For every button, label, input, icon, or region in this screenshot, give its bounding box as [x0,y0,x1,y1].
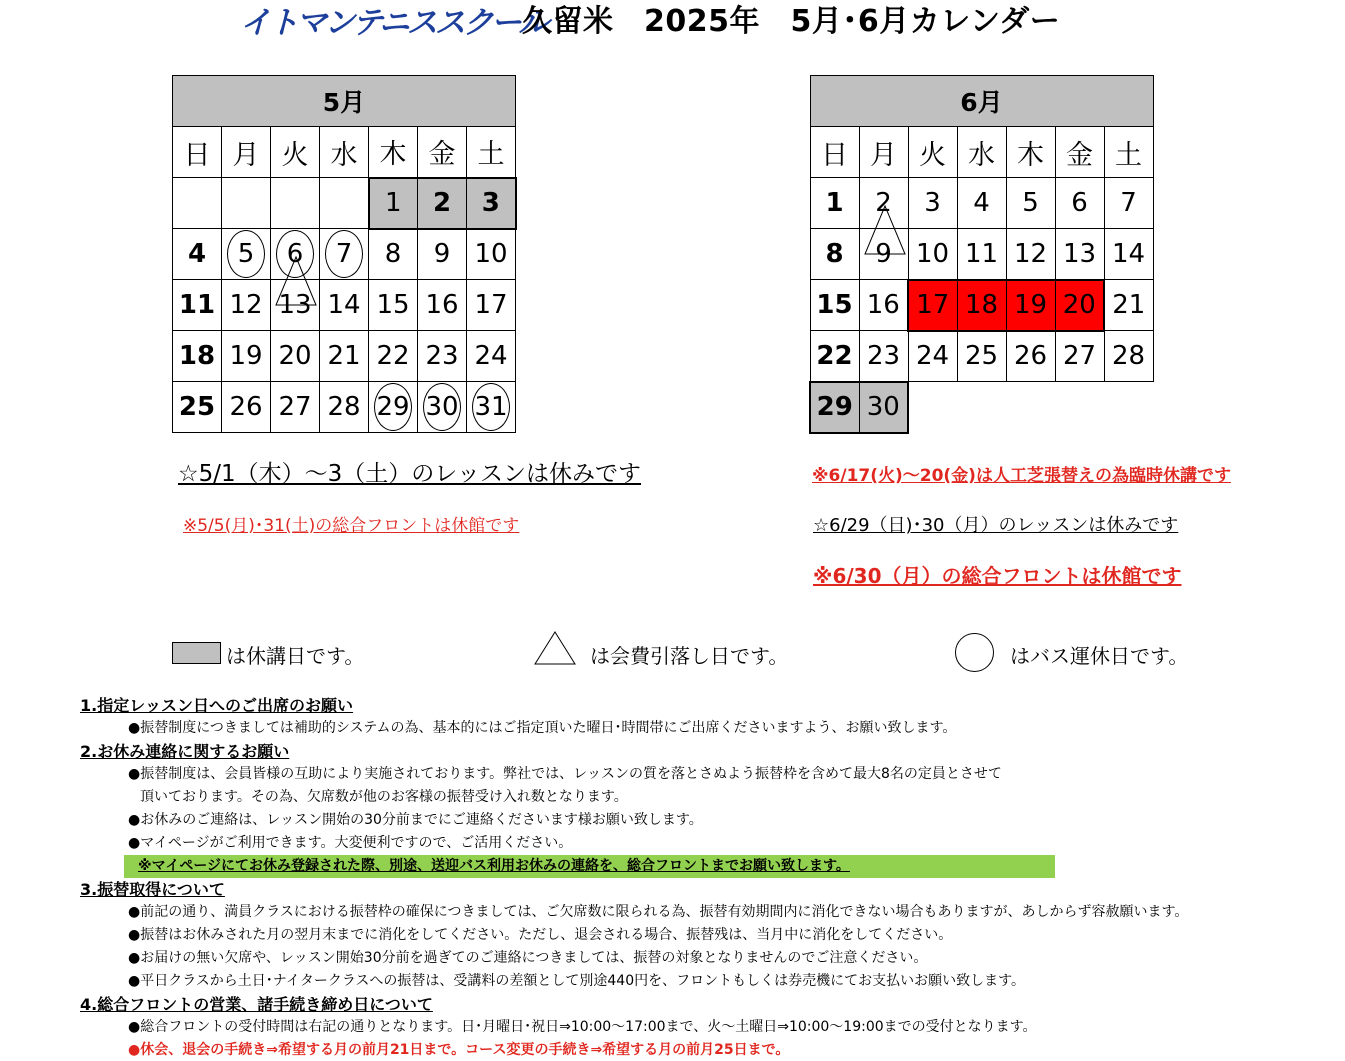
day-number: 21 [1112,290,1146,320]
empty-day-cell [222,178,271,229]
day-number: 14 [1111,239,1146,269]
empty-day-cell [1006,382,1055,433]
info-line: ●平日クラスから土日･ナイタークラスへの振替は、受講料の差額として別途440円を、フロントもしくは券売機にてお支払いお願い致します。 [128,973,1025,989]
info-line: ●振替制度は、会員皆様の互助により実施されております。弊社では、レッスンの質を落とさぬよう振替枠を含めて最大8名の定員とさせて [128,766,1002,782]
day-cell [173,280,222,331]
day-number: 5 [237,239,255,269]
day-number: 7 [1120,188,1137,218]
day-number: 8 [825,239,844,269]
month-header-may: 5月 [173,76,516,127]
day-cell [908,331,957,382]
day-number: 27 [278,392,312,422]
day-number: 13 [1062,238,1097,269]
day-cell [173,331,222,382]
day-cell [957,178,1006,229]
info-line: ●お休みのご連絡は、レッスン開始の30分前までにご連絡くださいます様お願い致します。 [128,812,703,828]
day-cell [369,382,418,433]
day-number: 6 [1071,188,1088,218]
day-number: 24 [915,341,950,372]
may-closed-note: ☆5/1（木）～3（土）のレッスンは休みです [178,461,642,487]
day-number: 26 [229,392,263,422]
day-cell [810,178,859,229]
day-number: 27 [1062,341,1097,372]
day-number: 20 [1062,290,1096,320]
day-number: 1 [825,188,844,218]
day-number: 31 [474,392,508,422]
day-number: 14 [327,290,361,320]
month-header-june: 6月 [810,76,1153,127]
day-number: 23 [866,340,901,371]
day-number: 15 [376,290,410,320]
empty-day-cell [1104,382,1153,433]
school-logo: イトマンテニススクール [240,5,547,41]
info-line: ●振替はお休みされた月の翌月末までに消化をしてください。ただし、退会される場合、振替残は、当月中に消化をしてください。 [128,927,953,943]
day-cell [467,229,516,280]
day-number: 30 [866,392,900,422]
empty-day-cell [1055,382,1104,433]
mypage-highlight-note: ※マイページにてお休み登録された際、別途、送迎バス利用お休みの連絡を、総合フロントまでお願い致します。 [124,855,1055,878]
day-cell [271,229,320,280]
day-cell [1006,178,1055,229]
may-front-note: ※5/5(月)･31(土)の総合フロントは休館です [183,516,520,536]
weekday-header: 月 [859,127,908,178]
legend-gray-swatch [172,642,221,664]
day-cell [418,280,467,331]
day-cell [271,331,320,382]
day-cell [271,280,320,331]
section-title-front-desk: 4.総合フロントの営業、諸手続き締め日について [80,995,433,1014]
day-cell [418,229,467,280]
day-cell [1104,178,1153,229]
day-cell [810,229,859,280]
day-cell [467,331,516,382]
day-number: 23 [425,341,459,371]
day-cell [859,382,908,433]
empty-day-cell [957,382,1006,433]
day-number: 4 [973,188,990,218]
deadline-note: ●休会、退会の手続き⇒希望する月の前月21日まで。コース変更の手続き⇒希望する月の前月25日まで。 [128,1042,790,1058]
section-title-makeup: 3.振替取得について [80,880,225,899]
day-number: 1 [384,188,402,218]
info-line: ●お届けの無い欠席や、レッスン開始30分前を過ぎてのご連絡につきましては、振替の対象となりませんのでご注意ください。 [128,950,928,966]
day-cell [173,229,222,280]
weekday-header: 火 [271,127,320,178]
weekday-header: 日 [173,127,222,178]
weekday-header: 木 [369,127,418,178]
day-number: 9 [433,239,451,270]
day-number: 26 [1013,341,1048,372]
empty-day-cell [173,178,222,229]
day-number: 28 [327,392,361,422]
day-number: 7 [335,239,353,269]
day-cell [418,382,467,433]
day-cell [908,178,957,229]
calendar-may [172,75,517,433]
day-cell [320,331,369,382]
day-cell [1104,331,1153,382]
legend-triangle-label: は会費引落し日です。 [590,644,789,668]
day-cell [271,382,320,433]
day-cell [222,331,271,382]
info-section [80,694,1340,1061]
day-number: 21 [327,341,361,371]
day-cell [173,382,222,433]
day-number: 19 [229,341,263,371]
june-front-note: ※6/30（月）の総合フロントは休館です [813,564,1182,588]
info-line: ●前記の通り、満員クラスにおける振替枠の確保につきましては、ご欠席数に限られる為、振替有効期間内に消化できない場合もありますが、あしからず容赦願います。 [128,904,1189,920]
day-number: 19 [1013,290,1048,320]
weekday-header: 月 [222,127,271,178]
day-cell [320,382,369,433]
weekday-header: 金 [1055,127,1104,178]
day-cell [908,280,957,331]
day-cell [908,229,957,280]
day-number: 9 [875,239,892,269]
day-number: 11 [964,238,999,269]
day-cell [467,178,516,229]
weekday-header: 木 [1006,127,1055,178]
day-number: 25 [964,341,999,372]
legend-circle-icon [955,633,994,672]
day-cell [1104,280,1153,331]
weekday-header: 水 [957,127,1006,178]
day-number: 29 [816,392,853,422]
empty-day-cell [271,178,320,229]
day-cell [859,229,908,280]
day-number: 12 [1013,238,1048,269]
day-number: 13 [278,290,312,320]
day-number: 25 [178,392,216,422]
weekday-header: 日 [810,127,859,178]
info-line: ●総合フロントの受付時間は右記の通りとなります。日･月曜日･祝日⇒10:00～17:00まで、火～土曜日⇒10:00～19:00までの受付となります。 [128,1019,1037,1035]
day-number: 10 [915,238,950,269]
day-number: 3 [481,188,500,218]
day-cell [369,178,418,229]
page-title: 久留米 2025年 5月･6月カレンダー [522,4,1061,39]
day-number: 15 [816,290,853,320]
day-cell [957,229,1006,280]
day-cell [810,382,859,433]
day-cell [810,331,859,382]
day-number: 5 [1022,188,1039,218]
day-cell [1006,331,1055,382]
day-cell [957,331,1006,382]
day-cell [320,280,369,331]
legend-gray-label: は休講日です。 [226,644,365,668]
day-cell [222,382,271,433]
day-number: 18 [178,341,216,371]
day-number: 4 [187,239,207,269]
section-title-attendance: 1.指定レッスン日へのご出席のお願い [80,696,354,715]
day-number: 10 [474,239,508,270]
day-cell [859,331,908,382]
day-number: 22 [376,341,410,371]
day-number: 17 [474,290,508,320]
day-cell [369,229,418,280]
day-number: 17 [916,290,950,320]
june-turf-note: ※6/17(火)～20(金)は人工芝張替えの為臨時休講です [812,466,1231,486]
day-cell [859,178,908,229]
june-closed-note: ☆6/29（日)･30（月）のレッスンは休みです [813,515,1179,536]
info-line: 頂いております。その為、欠席数が他のお客様の振替受け入れ数となります。 [140,789,628,805]
day-cell [369,331,418,382]
day-number: 2 [875,188,892,218]
info-line: ●振替制度につきましては補助的システムの為、基本的にはご指定頂いた曜日･時間帯にご出席くださいますよう、お願い致します。 [128,720,957,736]
day-cell [418,178,467,229]
day-cell [1006,229,1055,280]
day-number: 30 [425,392,459,422]
legend-triangle-icon [534,631,576,665]
day-cell [1006,280,1055,331]
day-number: 8 [384,239,402,270]
day-cell [222,229,271,280]
day-number: 20 [278,341,312,371]
calendar-june [809,75,1154,434]
day-number: 6 [286,239,304,269]
day-number: 24 [474,341,508,371]
day-cell [418,331,467,382]
day-number: 11 [178,290,216,320]
weekday-header: 火 [908,127,957,178]
weekday-header: 水 [320,127,369,178]
day-cell [1055,178,1104,229]
empty-day-cell [320,178,369,229]
weekday-header: 土 [467,127,516,178]
day-cell [1055,331,1104,382]
day-number: 18 [964,290,999,320]
weekday-header: 土 [1104,127,1153,178]
section-title-absence: 2.お休み連絡に関するお願い [80,742,290,761]
day-cell [1055,280,1104,331]
day-cell [859,280,908,331]
info-line: ●マイページがご利用できます。大変便利ですので、ご活用ください。 [128,835,573,851]
day-number: 29 [376,392,410,422]
day-number: 12 [229,290,263,320]
day-number: 3 [924,188,941,218]
day-cell [1104,229,1153,280]
day-cell [467,280,516,331]
day-cell [369,280,418,331]
day-cell [222,280,271,331]
weekday-header: 金 [418,127,467,178]
day-cell [320,229,369,280]
empty-day-cell [908,382,957,433]
day-number: 2 [432,188,452,218]
day-cell [467,382,516,433]
legend-circle-label: はバス運休日です。 [1010,644,1189,668]
day-cell [1055,229,1104,280]
day-number: 16 [866,290,900,320]
day-number: 16 [425,290,459,320]
day-cell [810,280,859,331]
day-number: 22 [816,340,853,371]
day-cell [957,280,1006,331]
day-number: 28 [1111,341,1146,371]
